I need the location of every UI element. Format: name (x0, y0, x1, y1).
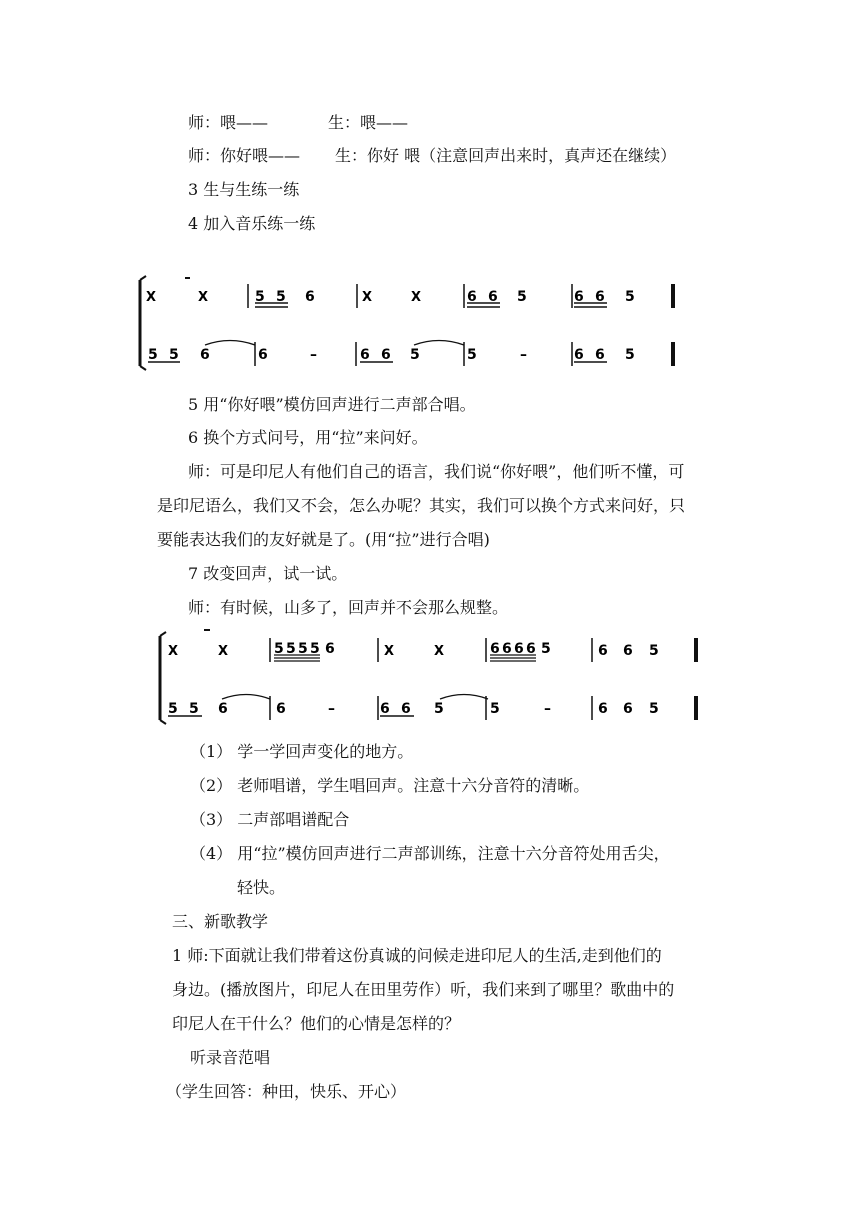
note: 5 (410, 347, 420, 363)
note: 6 (360, 347, 370, 363)
dash: – (310, 347, 317, 363)
note: 6 (595, 347, 605, 363)
note: 5 (286, 641, 296, 657)
note: 6 (526, 641, 536, 657)
note: 5 (490, 701, 500, 717)
note: 5 (255, 289, 265, 305)
paragraph-1-line-3: 要能表达我们的友好就是了。(用“拉”进行合唱) (157, 530, 490, 549)
note: 6 (623, 701, 633, 717)
note: 6 (200, 347, 210, 363)
note: 5 (189, 701, 199, 717)
note: 6 (380, 701, 390, 717)
note: 6 (218, 701, 228, 717)
new-song-line-3: 印尼人在干什么？他们的心情是怎样的？ (172, 1014, 461, 1033)
note: 5 (310, 641, 320, 657)
dialog-teacher-1: 师：喂—— (188, 113, 269, 132)
answer-line: （学生回答：种田，快乐、开心） (166, 1082, 407, 1101)
new-song-line-1: 1 师:下面就让我们带着这份真诚的问候走进印尼人的生活,走到他们的 (172, 946, 662, 965)
note: 6 (276, 701, 286, 717)
sub-item-1: （1） 学一学回声变化的地方。 (190, 742, 414, 761)
note: 5 (625, 289, 635, 305)
sub-item-2: （2） 老师唱谱，学生唱回声。注意十六分音符的清晰。 (190, 776, 590, 795)
note: 6 (258, 347, 268, 363)
note: 6 (574, 347, 584, 363)
note: 5 (274, 641, 284, 657)
music-score-1 (130, 270, 690, 374)
note: 6 (490, 641, 500, 657)
dash: – (328, 701, 335, 717)
listen-line: 听录音范唱 (190, 1048, 271, 1067)
note: 5 (517, 289, 527, 305)
dash: – (520, 347, 527, 363)
note: 6 (467, 289, 477, 305)
step-6: 6 换个方式问号，用“拉”来问好。 (188, 428, 428, 447)
note: 5 (169, 347, 179, 363)
note: 5 (148, 347, 158, 363)
note: 6 (305, 289, 315, 305)
note: 6 (595, 289, 605, 305)
note: 6 (381, 347, 391, 363)
rest-x: X (434, 644, 445, 659)
rest-x: X (362, 290, 373, 305)
dialog-teacher-2: 师：你好喂—— (188, 146, 301, 165)
new-song-line-2: 身边。(播放图片，印尼人在田里劳作）听，我们来到了哪里？歌曲中的 (172, 980, 675, 999)
note: 5 (434, 701, 444, 717)
step-3: 3 生与生练一练 (188, 180, 300, 199)
note: 6 (488, 289, 498, 305)
step-4: 4 加入音乐练一练 (188, 214, 316, 233)
dialog-student-2: 生：你好 喂（注意回声出来时，真声还在继续） (335, 146, 677, 165)
note: 6 (514, 641, 524, 657)
sub-item-3: （3） 二声部唱谱配合 (190, 810, 350, 829)
note: 6 (401, 701, 411, 717)
note: 6 (574, 289, 584, 305)
dash: – (544, 701, 551, 717)
note: 5 (649, 643, 659, 659)
rest-x: X (168, 644, 179, 659)
sub-item-4-line-2: 轻快。 (237, 878, 286, 897)
note: 6 (598, 701, 608, 717)
note: 5 (649, 701, 659, 717)
paragraph-2: 师：有时候，山多了，回声并不会那么规整。 (188, 598, 509, 617)
rest-x: X (146, 290, 157, 305)
note: 5 (298, 641, 308, 657)
paragraph-1-line-1: 师：可是印尼人有他们自己的语言，我们说“你好喂”，他们听不懂，可 (188, 462, 685, 481)
note: 6 (502, 641, 512, 657)
step-5: 5 用“你好喂”模仿回声进行二声部合唱。 (188, 395, 476, 414)
note: 6 (598, 643, 608, 659)
section-heading-3: 三、新歌教学 (172, 912, 269, 931)
rest-x: X (411, 290, 422, 305)
note: 5 (276, 289, 286, 305)
dialog-student-1: 生：喂—— (328, 113, 409, 132)
step-7: 7 改变回声，试一试。 (188, 564, 348, 583)
rest-x: X (384, 644, 395, 659)
note: 5 (168, 701, 178, 717)
rest-x: X (198, 290, 209, 305)
sub-item-4-line-1: （4） 用“拉”模仿回声进行二声部训练，注意十六分音符处用舌尖， (190, 844, 670, 863)
note: 5 (625, 347, 635, 363)
note: 6 (623, 643, 633, 659)
note: 6 (325, 641, 335, 657)
note: 5 (541, 641, 551, 657)
note: 5 (467, 347, 477, 363)
paragraph-1-line-2: 是印尼语么，我们又不会，怎么办呢？其实，我们可以换个方式来问好，只 (157, 496, 686, 515)
music-score-2 (152, 624, 712, 728)
rest-x: X (218, 644, 229, 659)
